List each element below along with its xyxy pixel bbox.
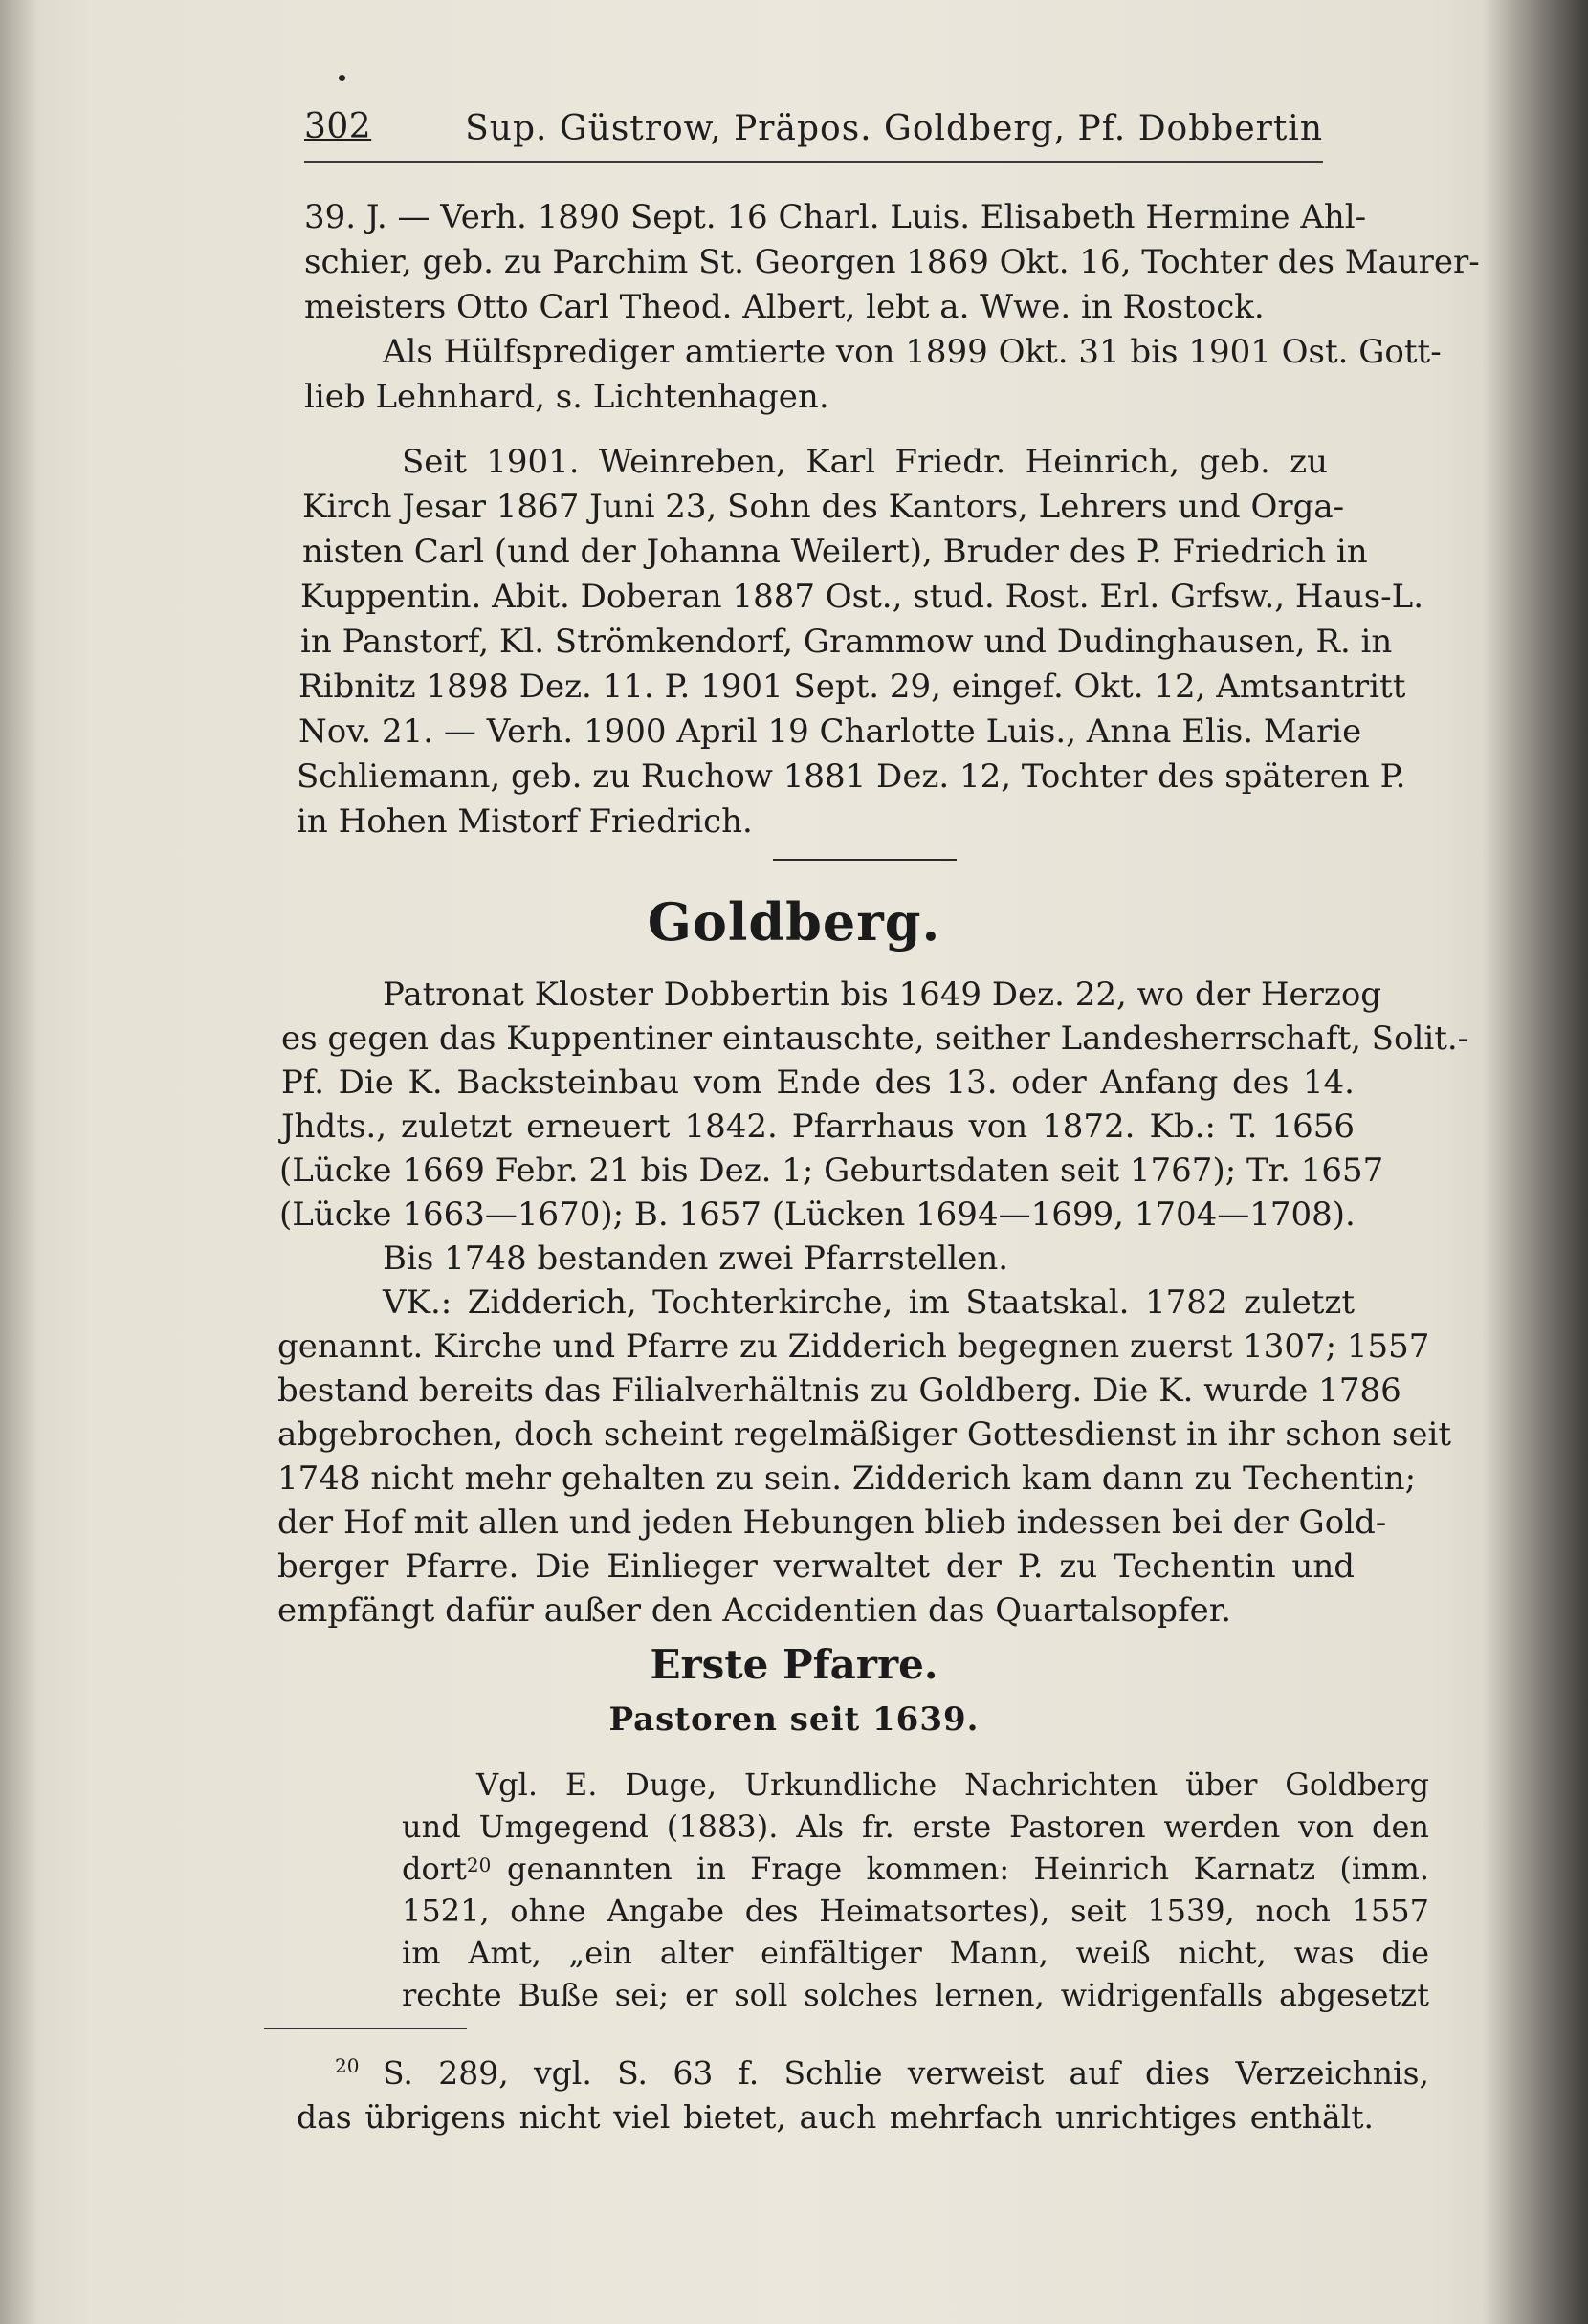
section-divider [773,859,957,861]
text-line: in Hohen Mistorf Friedrich. [297,802,753,841]
text-line: 1521, ohne Angabe des Heimatsortes), seit 1539, noch 1557 [402,1893,1429,1929]
text-line: S. 289, vgl. S. 63 f. Schlie verweist auf dies Verzeichnis, [383,2054,1429,2092]
text-line: der Hof mit allen und jeden Hebungen blieb indessen bei der Gold- [277,1503,1387,1542]
text-line: rechte Buße sei; er soll solches lernen, widrigenfalls abgesetzt [402,1977,1429,2013]
text-line: Seit 1901. Weinreben, Karl Friedr. Heinrich, geb. zu [402,443,1328,481]
page-number: 302 [304,107,372,146]
text-line: Jhdts., zuletzt erneuert 1842. Pfarrhaus von 1872. Kb.: T. 1656 [281,1107,1355,1146]
footnote-divider [264,2028,467,2029]
section-title: Goldberg. [647,891,941,953]
text-line: genannten in Frage kommen: Heinrich Karnatz (imm. [507,1851,1429,1887]
text-line [402,1848,497,1890]
subsection-title: Erste Pfarre. [650,1641,938,1688]
text-line: Als Hülfsprediger amtierte von 1899 Okt. 31 bis 1901 Ost. Gott- [383,333,1442,371]
text-line: meisters Otto Carl Theod. Albert, lebt a. Wwe. in Rostock. [304,288,1265,326]
text-line: 1748 nicht mehr gehalten zu sein. Zidderich kam dann zu Techentin; [277,1459,1417,1498]
running-title: Sup. Güstrow, Präpos. Goldberg, Pf. Dobbertin [465,109,1323,148]
text-line: Patronat Kloster Dobbertin bis 1649 Dez. 22, wo der Herzog [383,976,1382,1014]
text-line: das übrigens nicht viel bietet, auch mehrfach unrichtiges enthält. [297,2098,1374,2136]
printing-speck [339,75,345,81]
text-line: im Amt, „ein alter einfältiger Mann, weiß nicht, was die [402,1935,1429,1971]
text-line: Nov. 21. — Verh. 1900 April 19 Charlotte Luis., Anna Elis. Marie [298,713,1362,751]
text-line: Schliemann, geb. zu Ruchow 1881 Dez. 12, Tochter des späteren P. [297,757,1406,796]
subsection-subtitle: Pastoren seit 1639. [608,1700,980,1739]
text-line: Kirch Jesar 1867 Juni 23, Sohn des Kantors, Lehrers und Orga- [302,488,1345,526]
text-line: lieb Lehnhard, s. Lichtenhagen. [304,378,829,416]
text-line: berger Pfarre. Die Einlieger verwaltet der P. zu Techentin und [277,1547,1355,1586]
text-line: und Umgegend (1883). Als fr. erste Pastoren werden von den [402,1809,1429,1845]
footnote-number: 20 [335,2054,360,2077]
text-line: (Lücke 1669 Febr. 21 bis Dez. 1; Geburtsdaten seit 1767); Tr. 1657 [279,1151,1384,1190]
text-line: Bis 1748 bestanden zwei Pfarrstellen. [383,1239,1009,1278]
text-line: in Panstorf, Kl. Strömkendorf, Grammow und Dudinghausen, R. in [300,623,1393,661]
text-line: 39. J. — Verh. 1890 Sept. 16 Charl. Luis. Elisabeth Hermine Ahl- [304,198,1367,236]
text-line: VK.: Zidderich, Tochterkirche, im Staatskal. 1782 zuletzt [383,1283,1355,1322]
page-header [304,103,1323,163]
text-line: abgebrochen, doch scheint regelmäßiger Gottesdienst in ihr schon seit [277,1415,1452,1454]
text-line: Pf. Die K. Backsteinbau vom Ende des 13. oder Anfang des 14. [281,1063,1355,1102]
footnote-reference: 20 [466,1853,492,1876]
text-line: schier, geb. zu Parchim St. Georgen 1869 Okt. 16, Tochter des Maurer- [304,243,1480,281]
page-gutter-shadow [0,0,38,2324]
text-line: bestand bereits das Filialverhältnis zu Goldberg. Die K. wurde 1786 [277,1371,1401,1410]
text-line: empfängt dafür außer den Accidentien das Quartalsopfer. [277,1591,1232,1630]
text-line: genannt. Kirche und Pfarre zu Zidderich begegnen zuerst 1307; 1557 [277,1327,1430,1366]
text-fragment: dort [402,1851,467,1887]
text-line: (Lücke 1663—1670); B. 1657 (Lücken 1694—1699, 1704—1708). [279,1195,1356,1234]
page-edge-shadow [1483,0,1588,2324]
text-line: es gegen das Kuppentiner eintauschte, seither Landesherrschaft, Solit.- [281,1019,1469,1058]
text-line: nisten Carl (und der Johanna Weilert), Bruder des P. Friedrich in [302,533,1368,571]
text-line: Kuppentin. Abit. Doberan 1887 Ost., stud. Rost. Erl. Grfsw., Haus-L. [300,578,1424,616]
text-line: Vgl. E. Duge, Urkundliche Nachrichten über Goldberg [476,1766,1429,1803]
text-line: Ribnitz 1898 Dez. 11. P. 1901 Sept. 29, eingef. Okt. 12, Amtsantritt [298,668,1406,706]
